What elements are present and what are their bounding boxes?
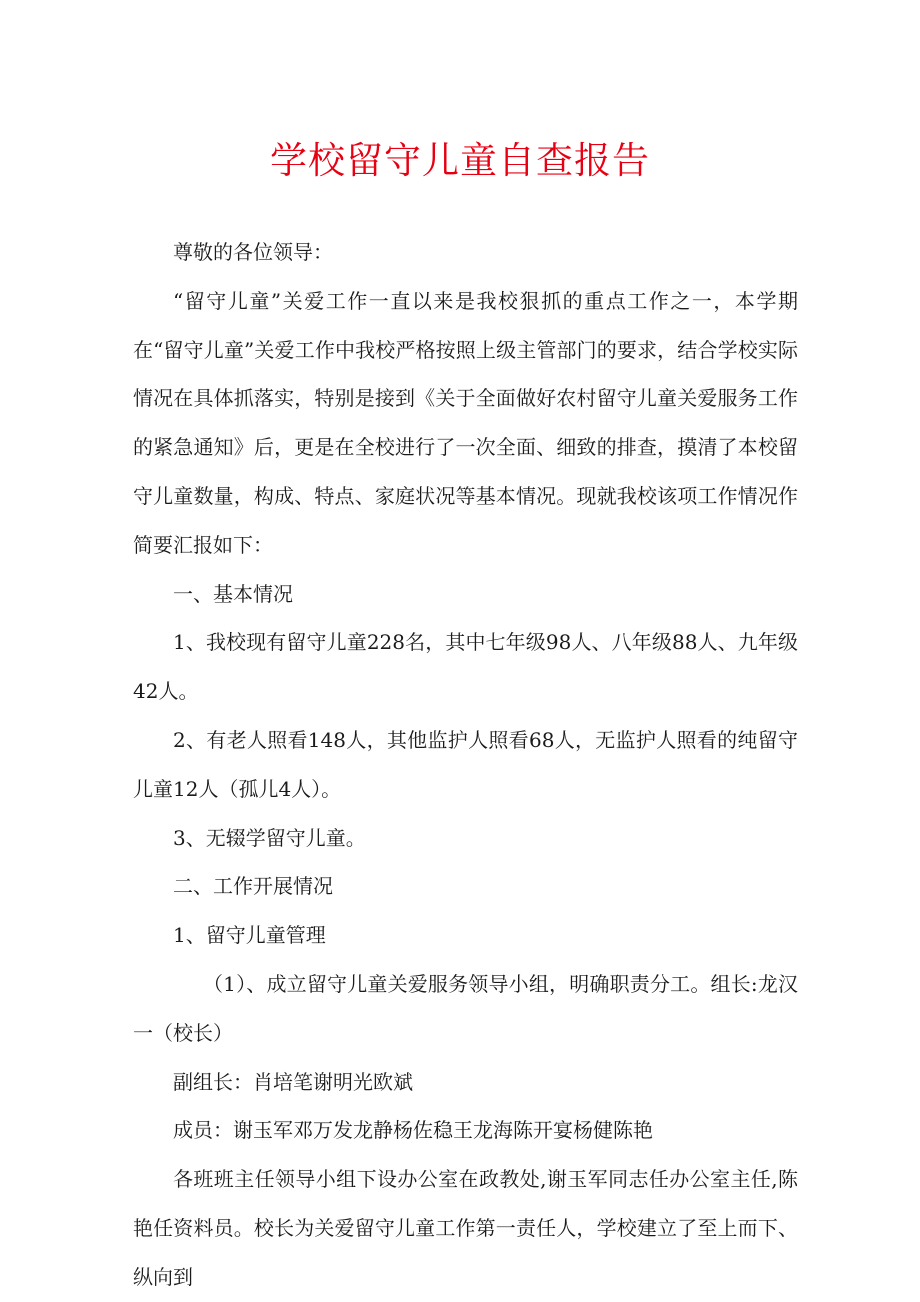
document-body bbox=[133, 228, 798, 1302]
intro-paragraph: “留守儿童”关爱工作一直以来是我校狠抓的重点工作之一，本学期在“留守儿童”关爱工作中我校严格按照上级主管部门的要求，结合学校实际情况在具体抓落实，特别是接到《关于全面做好农村留守儿童关爱服务工作的紧急通知》后，更是在全校进行了一次全面、细致的排查，摸清了本校留守儿童数量，构成、特点、家庭状况等基本情况。现就我校该项工作情况作简要汇报如下： bbox=[133, 288, 798, 557]
paragraph-deputy-leaders: 副组长：肖培笔谢明光欧斌 bbox=[173, 1069, 413, 1094]
paragraph-office: 各班班主任领导小组下设办公室在政教处,谢玉军同志任办公室主任,陈艳任资料员。校长为关爱留守儿童工作第一责任人，学校建立了至上而下、纵向到 bbox=[133, 1167, 798, 1289]
paragraph-leadership-group: （1）、成立留守儿童关爱服务领导小组，明确职责分工。组长:龙汉一（校长） bbox=[133, 971, 798, 1045]
document-title: 学校留守儿童自查报告 bbox=[270, 139, 650, 182]
paragraph-student-count: 1、我校现有留守儿童228名，其中七年级98人、八年级88人、九年级42人。 bbox=[133, 630, 798, 704]
subsection-heading-management: 1、留守儿童管理 bbox=[173, 923, 326, 948]
paragraph-dropout: 3、无辍学留守儿童。 bbox=[173, 825, 366, 850]
paragraph-members: 成员：谢玉军邓万发龙静杨佐稳王龙海陈开宴杨健陈艳 bbox=[173, 1118, 653, 1143]
salutation: 尊敬的各位领导： bbox=[173, 240, 333, 264]
paragraph-guardian-count: 2、有老人照看148人，其他监护人照看68人，无监护人照看的纯留守儿童12人（孤儿4人）。 bbox=[133, 727, 798, 801]
section-heading-basic-info: 一、基本情况 bbox=[173, 581, 293, 606]
section-heading-work: 二、工作开展情况 bbox=[173, 874, 333, 899]
